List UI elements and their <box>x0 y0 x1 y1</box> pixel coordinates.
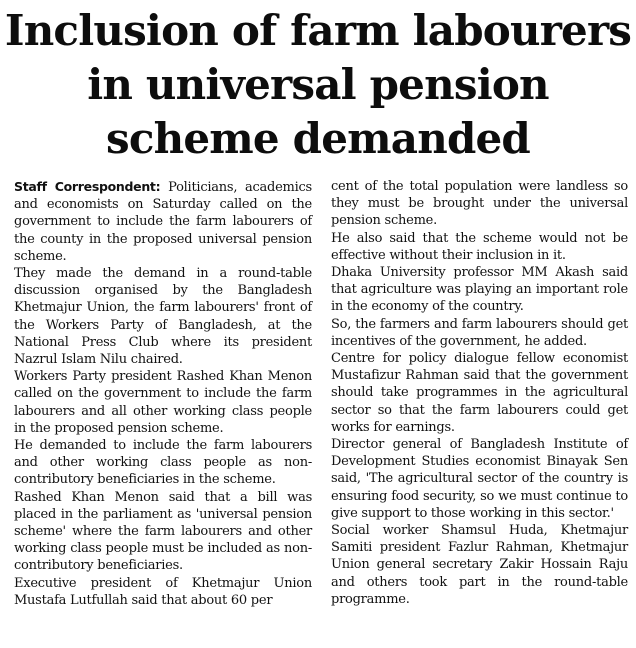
paragraph-text: Politicians, academics and economists on Saturday called on the government to include the farm labourers of the county in the proposed universal pension scheme. <box>14 180 312 264</box>
article-paragraph: Executive president of Khetmajur Union Mustafa Lutfullah said that about 60 per <box>14 575 312 608</box>
article-paragraph: Dhaka University professor MM Akash said that agriculture was playing an important role in the economy of the country. <box>331 265 628 315</box>
article-paragraph: Workers Party president Rashed Khan Menon called on the government to include the farm labourers and all other working class people in the proposed pension scheme. <box>14 369 312 436</box>
article-paragraph: He demanded to include the farm labourers and other working class people as non-contributory beneficiaries in the scheme. <box>14 438 312 488</box>
article-paragraph: Rashed Khan Menon said that a bill was placed in the parliament as 'universal pension scheme' where the farm labourers and other working class people must be included as non-contributory beneficiaries. <box>14 489 312 574</box>
headline-line: scheme demanded <box>106 114 530 163</box>
article-paragraph: So, the farmers and farm labourers should get incentives of the government, he added. <box>331 316 628 349</box>
article-paragraph: Social worker Shamsul Huda, Khetmajur Samiti president Fazlur Rahman, Khetmajur Union general secretary Zakir Hossain Raju and others took part in the round-table programme. <box>331 523 628 607</box>
headline-line: Inclusion of farm labourers <box>4 6 632 55</box>
article-paragraph: They made the demand in a round-table discussion organised by the Bangladesh Khetmajur Union, the farm labourers' front of the Workers Party of Bangladesh, at the National Press Club where its president Nazrul Islam Nilu chaired. <box>14 266 312 368</box>
article-paragraph: Centre for policy dialogue fellow economist Mustafizur Rahman said that the government should take programmes in the agricultural sector so that the farm labourers could get works for earnings. <box>331 351 628 435</box>
article-paragraph: cent of the total population were landless so they must be brought under the universal pension scheme. <box>331 179 628 229</box>
article-paragraph: Director general of Bangladesh Institute of Development Studies economist Binayak Sen said, 'The agricultural sector of the country is ensuring food security, so we must continue to give support to those working in this sector.' <box>331 437 628 521</box>
article-paragraph <box>14 178 312 265</box>
byline: Staff Correspondent: <box>14 179 161 194</box>
headline <box>0 4 636 166</box>
headline-line: in universal pension <box>87 60 549 109</box>
article-paragraph: He also said that the scheme would not be effective without their inclusion in it. <box>331 230 628 263</box>
article-column-right <box>331 178 628 608</box>
article-column-left <box>14 178 312 609</box>
